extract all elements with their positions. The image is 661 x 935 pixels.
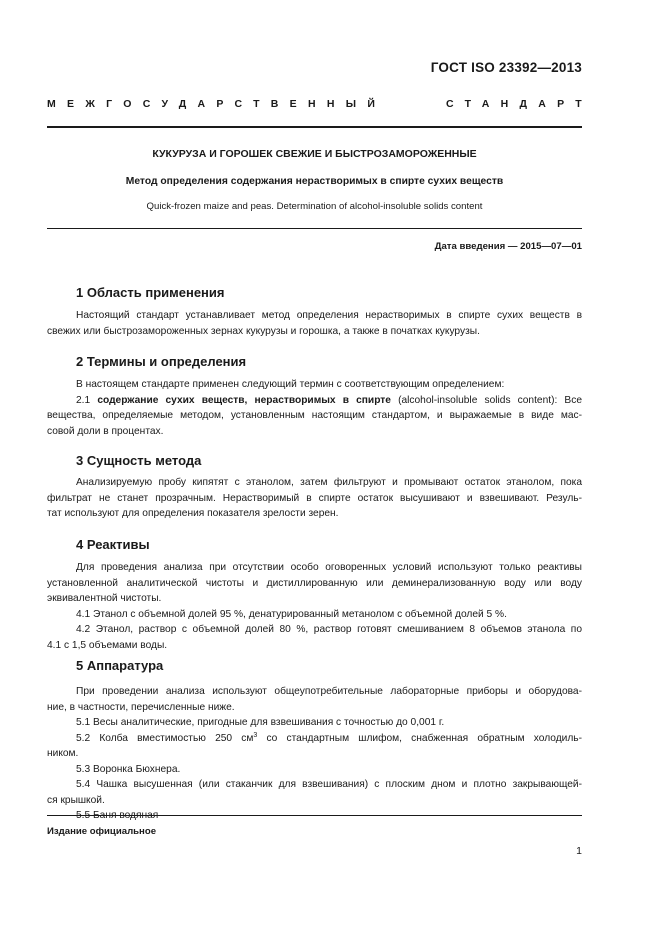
title-rule — [47, 228, 582, 229]
s2-term-number: 2.1 — [76, 394, 91, 406]
s4-line-2: установленной аналитической чистоты и дистиллированную или деминерализованную воду или воду — [47, 577, 582, 589]
s4-line-1: Для проведения анализа при отсутствии особо оговоренных условий используют только реактивы — [76, 562, 582, 573]
footer-rule — [47, 815, 582, 816]
s5-item-4-a: 5.4 Чашка высушенная (или стаканчик для взвешивания) с плоским дном и плотно закрывающей- — [76, 779, 582, 790]
section-4-text — [47, 560, 582, 653]
s3-line-2: фильтрат не станет прозрачным. Нерастворимый в спирте остаток высушивают и взвешивают. Резуль- — [47, 492, 582, 504]
s2-line-2: вещества, определяемые методом, установленным настоящим стандартом, и выражаемые в виде мас- — [47, 410, 582, 421]
s2-intro: В настоящем стандарте применен следующий термин с соответствующим определением: — [76, 379, 505, 390]
section-2-heading: 2 Термины и определения — [76, 354, 247, 369]
s5-line-1: При проведении анализа используют общеупотребительные лабораторные приборы и оборудова- — [76, 686, 582, 697]
s5-item-2-b: ником. — [47, 748, 79, 759]
section-2-text — [47, 377, 582, 439]
standard-id: ГОСТ ISO 23392—2013 — [430, 60, 582, 75]
s4-item-1: 4.1 Этанол с объемной долей 95 %, денатурированный метанолом с объемной долей 5 %. — [76, 608, 507, 620]
s3-line-1: Анализируемую пробу кипятят с этанолом, затем фильтруют и промывают остаток этанолом, пока — [76, 477, 582, 488]
s5-item-1: 5.1 Весы аналитические, пригодные для взвешивания с точностью до 0,001 г. — [76, 717, 445, 728]
header-rule — [47, 126, 582, 128]
s4-line-3: эквивалентной чистоты. — [47, 593, 162, 604]
s5-item-3: 5.3 Воронка Бюхнера. — [76, 763, 181, 775]
page-number: 1 — [576, 845, 582, 857]
s2-term-rest: (alcohol-insoluble solids content): Все — [398, 394, 582, 406]
document-title: КУКУРУЗА И ГОРОШЕК СВЕЖИЕ И БЫСТРОЗАМОРОЖЕННЫЕ — [152, 148, 477, 160]
s4-item-2-b: 4.1 с 1,5 объемами воды. — [47, 639, 168, 651]
s1-line-2: свежих или быстрозамороженных зернах кукурузы и горошка, а также в початках кукурузы. — [47, 325, 480, 337]
s1-line-1: Настоящий стандарт устанавливает метод определения нерастворимых в спирте сухих веществ в — [76, 310, 582, 321]
section-3-heading: 3 Сущность метода — [76, 453, 202, 468]
s4-item-2-a: 4.2 Этанол, раствор с объемной долей 80 %, раствор готовят смешиванием 8 объемов этанола по — [76, 624, 582, 635]
s2-line-3: совой доли в процентах. — [47, 425, 164, 437]
s5-item-4-b: ся крышкой. — [47, 794, 105, 806]
section-5-heading: 5 Аппаратура — [76, 658, 164, 673]
s3-line-3: тат используют для определения показателя зрелости зерен. — [47, 508, 339, 519]
section-4-heading: 4 Реактивы — [76, 537, 150, 552]
s2-term-bold: содержание сухих веществ, нерастворимых в спирте — [97, 394, 391, 406]
official-edition-label: Издание официальное — [47, 826, 157, 837]
section-5-text — [47, 684, 582, 824]
banner-standard: СТАНДАРТ — [446, 98, 593, 110]
s5-item-2-a-pre: 5.2 Колба вместимостью 250 см — [76, 732, 254, 744]
s5-line-2: ние, в частности, перечисленные ниже. — [47, 701, 235, 713]
english-title: Quick-frozen maize and peas. Determination of alcohol-insoluble solids content — [146, 201, 483, 212]
s5-item-2-a-sup: 3 — [253, 731, 258, 739]
section-3-text — [47, 475, 582, 522]
document-subtitle: Метод определения содержания нерастворимых в спирте сухих веществ — [125, 176, 504, 187]
section-1-heading: 1 Область применения — [76, 285, 225, 300]
banner-interstate: МЕЖГОСУДАРСТВЕННЫЙ — [47, 98, 387, 110]
s5-item-2-a-post: со стандартным шлифом, снабженная обратным холодиль- — [257, 732, 582, 744]
effective-date: Дата введения — 2015—07—01 — [434, 241, 582, 252]
section-1-text — [47, 308, 582, 339]
